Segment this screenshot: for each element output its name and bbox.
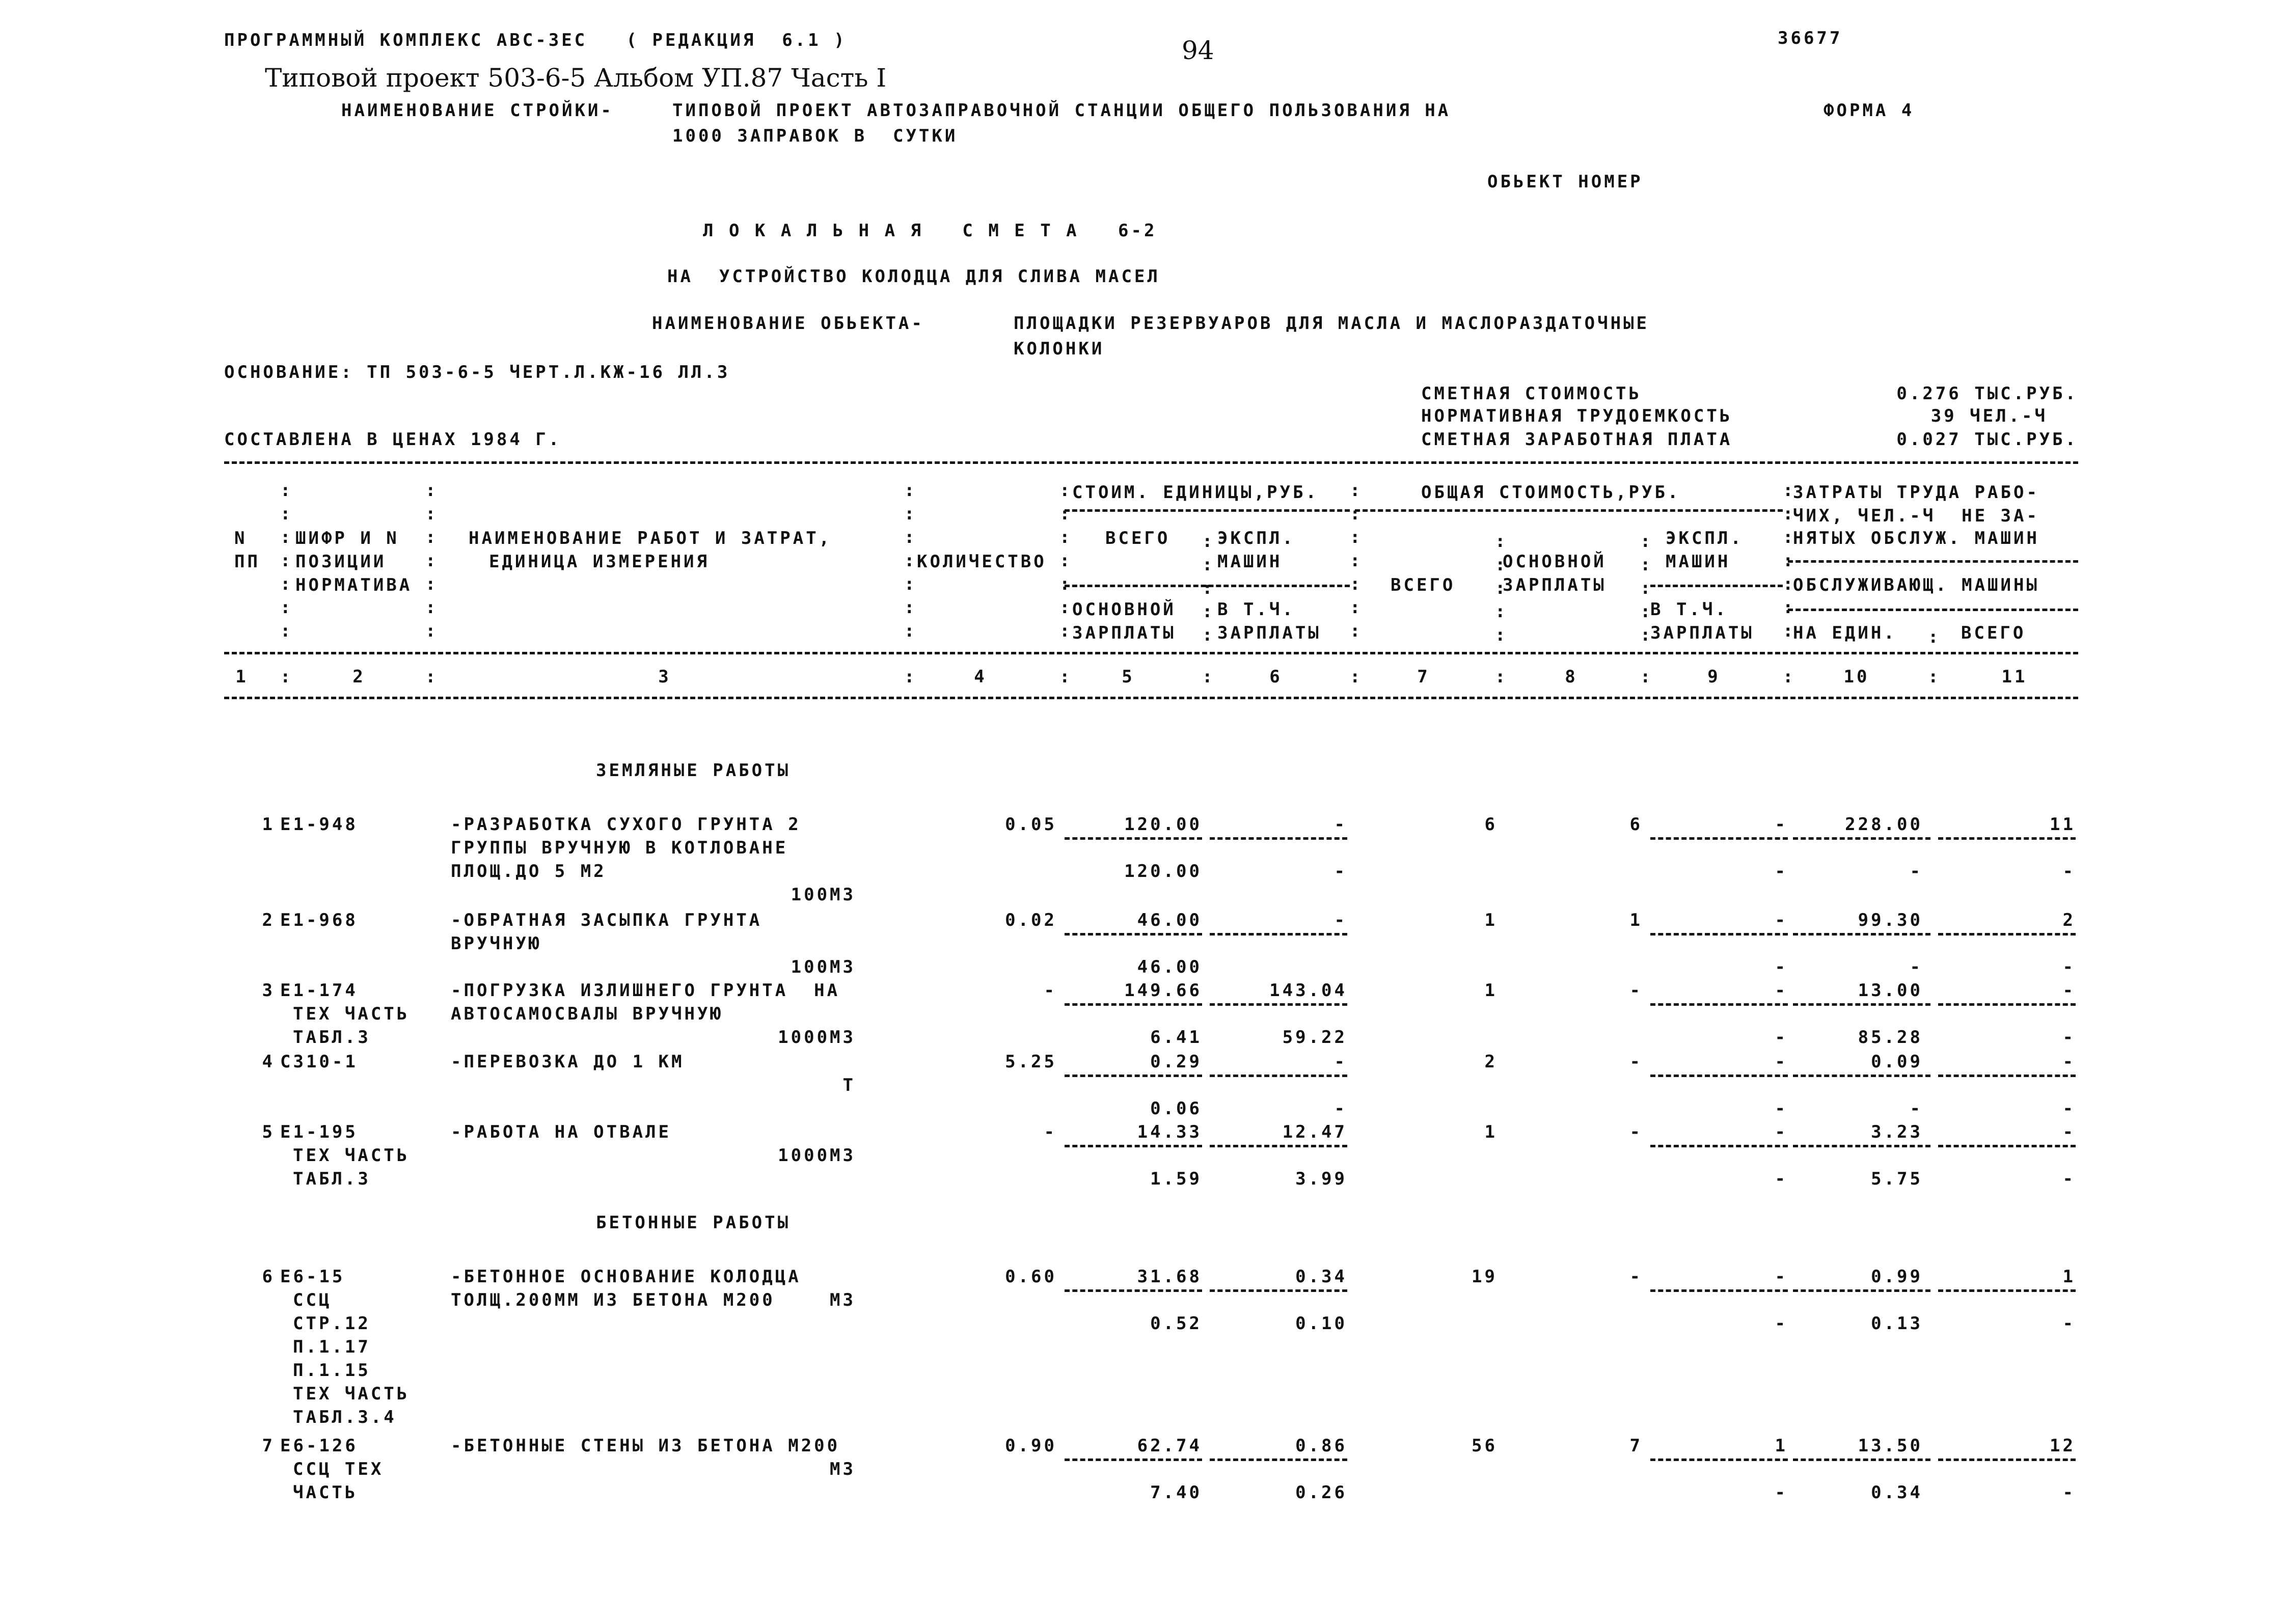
header-labor-per-unit: НА ЕДИН. [1793,623,1897,643]
header-unit-cost-wage-2: ЗАРПЛАТЫ [1072,623,1176,643]
row-unit: 100М3 [791,885,856,905]
row-code: ССЦ ТЕХ [293,1459,384,1479]
row-machine-labor-total: - [2062,1098,2076,1119]
header-separator-9: : : : : : : : [1783,480,1793,641]
header-unit-cost-machines-2: МАШИН [1217,552,1283,572]
row-code: Е6-15 [280,1267,345,1287]
colnum-sep-7: : [1495,667,1506,687]
row-unit: 1000М3 [778,1145,856,1166]
row-unit-cost-machines: - [1334,814,1347,835]
row-total-cost: 56 [1472,1436,1498,1456]
row-machine-wage: - [1775,861,1788,882]
row-unit-wage: 7.40 [1150,1482,1202,1503]
row-unit-cost-total: 31.68 [1137,1267,1202,1287]
row-unit-machine-wage: 59.22 [1282,1027,1347,1048]
colnum-sep-1: : [280,667,291,687]
row-machine-labor-per-unit: 0.13 [1871,1313,1923,1334]
header-rule-middle [224,652,2078,654]
row-unit-cost-total: 14.33 [1137,1122,1202,1142]
row-description: -ПЕРЕВОЗКА ДО 1 КМ [451,1052,685,1072]
row-divider [1210,1075,1347,1077]
col-number-4: 4 [974,667,987,687]
row-total-cost: 2 [1484,1052,1498,1072]
header-separator-1: : : : : : : : [280,480,291,641]
row-divider [1793,1075,1930,1077]
row-machine-wage: - [1775,1098,1788,1119]
header-separator-3: : : : : : : : [904,480,915,641]
row-labor-total: - [2062,1052,2076,1072]
row-divider [1793,1145,1930,1147]
header-rule-total-cost [1355,509,1783,512]
row-quantity: 0.60 [1005,1267,1057,1287]
row-machine-wage: - [1775,1027,1788,1048]
basis: ОСНОВАНИЕ: ТП 503-6-5 ЧЕРТ.Л.КЖ-16 ЛЛ.3 [224,362,730,382]
row-labor-per-unit: 0.99 [1871,1267,1923,1287]
col-number-9: 9 [1707,667,1721,687]
colnum-sep-4: : [1059,667,1070,687]
row-number: 2 [262,910,275,930]
row-labor-total: 2 [2062,910,2076,930]
header-labor-total: ВСЕГО [1961,623,2026,643]
row-total-wage: 1 [1629,910,1643,930]
row-unit-wage: 0.52 [1150,1313,1202,1334]
row-number: 1 [262,814,275,835]
row-unit-wage: 120.00 [1124,861,1202,882]
row-machine-labor-per-unit: 85.28 [1858,1027,1923,1048]
colnum-sep-9: : [1783,667,1793,687]
row-number: 7 [262,1436,275,1456]
col-number-5: 5 [1122,667,1135,687]
header-total-cost-wage-1: ОСНОВНОЙ [1503,552,1607,572]
header-separator-4: : : : : : : : [1059,480,1070,641]
row-code: Е1-948 [280,814,358,835]
row-description: ВРУЧНУЮ [451,933,542,954]
row-divider [1210,1145,1347,1147]
row-divider [1938,1145,2076,1147]
col-number-1: 1 [235,667,249,687]
row-machine-wage: - [1775,1482,1788,1503]
row-divider [1650,1075,1788,1077]
row-unit-machine-wage: 0.26 [1295,1482,1347,1503]
row-divider [1650,1003,1788,1006]
prices-basis: СОСТАВЛЕНА В ЦЕНАХ 1984 Г. [224,429,562,450]
header-rule-total-cost-2 [1650,585,1783,587]
summary-wage-label: СМЕТНАЯ ЗАРАБОТНАЯ ПЛАТА [1421,429,1733,450]
row-divider [1210,933,1347,935]
row-description: -ПОГРУЗКА ИЗЛИШНЕГО ГРУНТА НА [451,980,840,1001]
row-code: ТЕХ ЧАСТЬ [293,1145,410,1166]
row-divider [1793,933,1930,935]
row-unit: 100М3 [791,957,856,977]
header-quantity: КОЛИЧЕСТВО [917,552,1047,572]
row-description: -РАБОТА НА ОТВАЛЕ [451,1122,671,1142]
header-labor-3: НЯТЫХ ОБСЛУЖ. МАШИН [1793,528,2039,548]
summary-labor-label: НОРМАТИВНАЯ ТРУДОЕМКОСТЬ [1421,406,1733,426]
row-labor-total: 11 [2050,814,2076,835]
row-code: ТЕХ ЧАСТЬ [293,1004,410,1024]
row-unit-cost-total: 46.00 [1137,910,1202,930]
col-number-8: 8 [1565,667,1578,687]
row-description: ГРУППЫ ВРУЧНУЮ В КОТЛОВАНЕ [451,838,788,858]
section-earthworks: ЗЕМЛЯНЫЕ РАБОТЫ [596,760,791,781]
row-divider [1065,933,1202,935]
row-unit: Т [842,1075,856,1095]
row-quantity: 0.02 [1005,910,1057,930]
row-labor-per-unit: 13.00 [1858,980,1923,1001]
row-total-wage: 6 [1629,814,1643,835]
header-separator-2: : : : : : : : [425,480,436,641]
header-total-cost-machines-incl-1: В Т.Ч. [1650,599,1728,620]
header-unit-cost: СТОИМ. ЕДИНИЦЫ,РУБ. [1072,482,1319,503]
estimate-title: Л О К А Л Ь Н А Я С М Е Т А 6-2 [703,221,1157,241]
row-quantity: 0.90 [1005,1436,1057,1456]
header-no-1: N [234,528,248,548]
header-labor-4: ОБСЛУЖИВАЮЩ. МАШИНЫ [1793,575,2039,595]
row-description: АВТОСАМОСВАЛЫ ВРУЧНУЮ [451,1004,723,1024]
row-unit-cost-total: 62.74 [1137,1436,1202,1456]
row-unit-cost-machines: 12.47 [1282,1122,1347,1142]
row-total-wage: - [1629,1052,1643,1072]
colnum-sep-5: : [1202,667,1213,687]
row-unit-machine-wage: - [1334,861,1347,882]
row-divider [1650,1458,1788,1461]
header-unit-cost-machines-1: ЭКСПЛ. [1217,528,1295,548]
section-concrete-works: БЕТОННЫЕ РАБОТЫ [596,1213,791,1233]
row-number: 6 [262,1267,275,1287]
row-unit-cost-total: 149.66 [1124,980,1202,1001]
row-divider [1650,1145,1788,1147]
colnum-sep-2: : [425,667,436,687]
row-quantity: - [1044,1122,1057,1142]
row-quantity: - [1044,980,1057,1001]
row-unit-cost-total: 0.29 [1150,1052,1202,1072]
row-description: ТОЛЩ.200ММ ИЗ БЕТОНА М200 [451,1290,775,1310]
row-code: ТАБЛ.3 [293,1027,371,1048]
row-divider [1793,1458,1930,1461]
header-total-cost-total: ВСЕГО [1391,575,1456,595]
header-total-cost-machines-incl-2: ЗАРПЛАТЫ [1650,623,1754,643]
summary-labor-value: 39 ЧЕЛ.-Ч [1930,406,2048,426]
row-machine-labor-per-unit: - [1910,957,1923,977]
row-total-wage: 7 [1629,1436,1643,1456]
row-unit-wage: 0.06 [1150,1098,1202,1119]
summary-cost-label: СМЕТНАЯ СТОИМОСТЬ [1421,383,1642,404]
header-rule-unit-cost [1065,509,1350,512]
row-machine-labor-per-unit: 5.75 [1871,1169,1923,1189]
row-description: -БЕТОННОЕ ОСНОВАНИЕ КОЛОДЦА [451,1267,801,1287]
row-total-machines: - [1775,1122,1788,1142]
colnum-sep-6: : [1350,667,1360,687]
row-unit-machine-wage: 0.10 [1295,1313,1347,1334]
row-number: 5 [262,1122,275,1142]
row-code: Е1-968 [280,910,358,930]
program-name: ПРОГРАММНЫЙ КОМПЛЕКС АВС-ЗЕС ( РЕДАКЦИЯ 6.1 ) [224,30,847,50]
row-machine-wage: - [1775,1169,1788,1189]
row-labor-total: - [2062,980,2076,1001]
object-label: НАИМЕНОВАНИЕ ОБЬЕКТА- [652,313,924,334]
row-code: Е1-195 [280,1122,358,1142]
row-divider [1938,837,2076,840]
estimate-subject: НА УСТРОЙСТВО КОЛОДЦА ДЛЯ СЛИВА МАСЕЛ [667,266,1160,287]
header-labor-1: ЗАТРАТЫ ТРУДА РАБО- [1793,482,2039,503]
col-number-10: 10 [1843,667,1870,687]
header-rule-bottom [224,697,2078,699]
document-number: 36677 [1778,28,1843,48]
col-number-6: 6 [1269,667,1283,687]
row-machine-labor-total: - [2062,1313,2076,1334]
row-divider [1650,837,1788,840]
header-total-cost-machines-1: ЭКСПЛ. [1666,528,1744,548]
header-unit-cost-wage-incl-2: ЗАРПЛАТЫ [1217,623,1321,643]
row-divider [1793,1289,1930,1292]
col-number-11: 11 [2001,667,2028,687]
row-description: ПЛОЩ.ДО 5 М2 [451,861,607,882]
colnum-sep-10: : [1928,667,1939,687]
header-no-2: ПП [234,552,260,572]
row-divider [1065,1003,1202,1006]
row-divider [1650,933,1788,935]
col-number-3: 3 [658,667,671,687]
row-machine-labor-total: - [2062,1169,2076,1189]
col-number-7: 7 [1417,667,1430,687]
row-code: Е1-174 [280,980,358,1001]
header-total-cost: ОБЩАЯ СТОИМОСТЬ,РУБ. [1421,482,1681,503]
row-total-machines: - [1775,1052,1788,1072]
row-labor-total: - [2062,1122,2076,1142]
row-total-cost: 19 [1472,1267,1498,1287]
form-number: ФОРМА 4 [1824,100,1915,121]
row-labor-per-unit: 228.00 [1845,814,1923,835]
header-rule-labor [1788,560,2078,563]
row-divider [1938,1458,2076,1461]
row-code: ТЕХ ЧАСТЬ [293,1384,410,1404]
row-divider [1210,837,1347,840]
row-total-wage: - [1629,1267,1643,1287]
row-total-cost: 1 [1484,910,1498,930]
row-total-wage: - [1629,980,1643,1001]
row-unit: М3 [830,1290,856,1310]
row-code: С310-1 [280,1052,358,1072]
row-labor-per-unit: 13.50 [1858,1436,1923,1456]
header-total-cost-machines-2: МАШИН [1666,552,1731,572]
row-machine-wage: - [1775,1313,1788,1334]
header-unit-cost-total: ВСЕГО [1105,528,1171,548]
row-divider [1065,1289,1202,1292]
row-divider [1210,1289,1347,1292]
row-code: ТАБЛ.3 [293,1169,371,1189]
row-number: 4 [262,1052,275,1072]
row-divider [1210,1003,1347,1006]
row-unit-wage: 6.41 [1150,1027,1202,1048]
row-unit: М3 [830,1459,856,1479]
row-code: ТАБЛ.3.4 [293,1407,397,1427]
summary-wage-value: 0.027 ТЫС.РУБ. [1896,429,2078,450]
page-number: 94 [1182,36,1214,65]
header-code-3: НОРМАТИВА [295,575,413,595]
row-total-cost: 1 [1484,980,1498,1001]
row-divider [1065,1145,1202,1147]
header-name-1: НАИМЕНОВАНИЕ РАБОТ И ЗАТРАТ, [469,528,832,548]
row-machine-labor-per-unit: - [1910,1098,1923,1119]
row-divider [1938,1075,2076,1077]
header-code-2: ПОЗИЦИИ [295,552,387,572]
row-code: Е6-126 [280,1436,358,1456]
row-unit-machine-wage: 3.99 [1295,1169,1347,1189]
row-machine-labor-per-unit: - [1910,861,1923,882]
row-unit-wage: 1.59 [1150,1169,1202,1189]
header-unit-cost-wage-incl-1: В Т.Ч. [1217,599,1295,620]
row-code: П.1.17 [293,1337,371,1357]
row-total-machines: - [1775,980,1788,1001]
colnum-sep-3: : [904,667,915,687]
row-divider [1938,1289,2076,1292]
header-separator-5: : : : : : [1202,531,1213,645]
row-code: ССЦ [293,1290,332,1310]
row-unit-cost-machines: 0.34 [1295,1267,1347,1287]
row-total-machines: - [1775,814,1788,835]
header-rule-labor-2 [1788,609,2078,611]
header-separator-6: : : : : : : : [1350,480,1360,641]
row-unit-wage: 46.00 [1137,957,1202,977]
row-labor-per-unit: 0.09 [1871,1052,1923,1072]
colnum-sep-8: : [1640,667,1651,687]
construction-label: НАИМЕНОВАНИЕ СТРОЙКИ- [341,100,614,121]
col-number-2: 2 [352,667,366,687]
row-total-machines: - [1775,910,1788,930]
row-quantity: 5.25 [1005,1052,1057,1072]
header-labor-2: ЧИХ, ЧЕЛ.-Ч НЕ ЗА- [1793,506,2039,526]
row-labor-total: 1 [2062,1267,2076,1287]
row-description: -ОБРАТНАЯ ЗАСЫПКА ГРУНТА [451,910,763,930]
row-machine-labor-total: - [2062,1027,2076,1048]
header-code-1: ШИФР И N [295,528,399,548]
row-quantity: 0.05 [1005,814,1057,835]
row-total-machines: 1 [1775,1436,1788,1456]
row-machine-labor-total: - [2062,957,2076,977]
row-machine-wage: - [1775,957,1788,977]
row-divider [1793,1003,1930,1006]
row-divider [1065,837,1202,840]
row-unit: 1000М3 [778,1027,856,1048]
row-code: СТР.12 [293,1313,371,1334]
row-code: П.1.15 [293,1360,371,1381]
row-total-machines: - [1775,1267,1788,1287]
row-labor-per-unit: 99.30 [1858,910,1923,930]
object-name-line2: КОЛОНКИ [1014,339,1105,359]
row-description: -БЕТОННЫЕ СТЕНЫ ИЗ БЕТОНА М200 [451,1436,840,1456]
header-unit-cost-wage-1: ОСНОВНОЙ [1072,599,1176,620]
row-unit-cost-machines: 0.86 [1295,1436,1347,1456]
header-name-2: ЕДИНИЦА ИЗМЕРЕНИЯ [489,552,710,572]
row-number: 3 [262,980,275,1001]
row-machine-labor-total: - [2062,1482,2076,1503]
row-unit-cost-total: 120.00 [1124,814,1202,835]
row-divider [1065,1075,1202,1077]
row-machine-labor-per-unit: 0.34 [1871,1482,1923,1503]
row-labor-total: 12 [2050,1436,2076,1456]
row-description: -РАЗРАБОТКА СУХОГО ГРУНТА 2 [451,814,801,835]
handwritten-project-note: Типовой проект 503-6-5 Альбом УП.87 Часть I [265,63,887,93]
header-separator-8: : : : : : [1640,531,1651,645]
header-total-cost-wage-2: ЗАРПЛАТЫ [1503,575,1607,595]
row-divider [1793,837,1930,840]
header-separator-10: : [1928,627,1939,647]
row-unit-cost-machines: - [1334,1052,1347,1072]
object-number-label: ОБЬЕКТ НОМЕР [1487,172,1643,192]
row-unit-cost-machines: 143.04 [1269,980,1347,1001]
row-total-wage: - [1629,1122,1643,1142]
header-rule-top [224,461,2078,464]
row-divider [1210,1458,1347,1461]
row-divider [1938,933,2076,935]
object-name-line1: ПЛОЩАДКИ РЕЗЕРВУАРОВ ДЛЯ МАСЛА И МАСЛОРАЗДАТОЧНЫЕ [1014,313,1650,334]
row-divider [1938,1003,2076,1006]
construction-name-line2: 1000 ЗАПРАВОК В СУТКИ [672,126,958,146]
row-machine-labor-total: - [2062,861,2076,882]
row-unit-machine-wage: - [1334,1098,1347,1119]
row-code: ЧАСТЬ [293,1482,358,1503]
row-total-cost: 6 [1484,814,1498,835]
header-separator-7: : : : : : [1495,531,1506,645]
row-labor-per-unit: 3.23 [1871,1122,1923,1142]
row-total-cost: 1 [1484,1122,1498,1142]
construction-name-line1: ТИПОВОЙ ПРОЕКТ АВТОЗАПРАВОЧНОЙ СТАНЦИИ ОБЩЕГО ПОЛЬЗОВАНИЯ НА [672,100,1451,121]
row-divider [1650,1289,1788,1292]
row-unit-cost-machines: - [1334,910,1347,930]
summary-cost-value: 0.276 ТЫС.РУБ. [1896,383,2078,404]
row-divider [1065,1458,1202,1461]
